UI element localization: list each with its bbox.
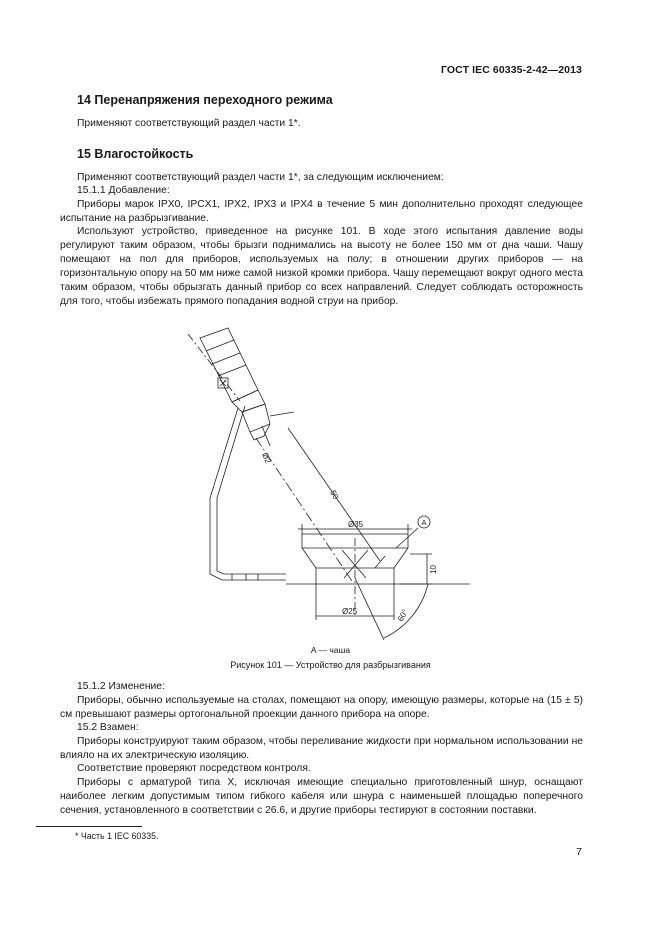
section-14-title: 14 Перенапряжения переходного режима bbox=[77, 93, 333, 107]
angle-60 bbox=[355, 578, 428, 640]
subsection-15-1-2-label: 15.1.2 Изменение: bbox=[77, 681, 165, 692]
paragraph-compliance: Соответствие проверяют посредством контроля. bbox=[77, 763, 311, 774]
label-d35: Ø35 bbox=[348, 520, 364, 529]
label-d2: Ø2 bbox=[260, 451, 273, 465]
spray-bowl bbox=[302, 534, 408, 616]
label-d25: Ø25 bbox=[342, 607, 358, 616]
dimension-h10 bbox=[400, 554, 432, 584]
standard-header: ГОСТ IEC 60335-2-42—2013 bbox=[440, 64, 582, 76]
footnote-separator bbox=[36, 826, 142, 827]
label-50: 50 bbox=[328, 488, 341, 501]
section-15-intro: Применяют соответствующий раздел части 1*, за следующим исключением: bbox=[77, 172, 444, 183]
paragraph-type-x: Приборы с арматурой типа X, исключая имеющие специально приготовленный шнур, оснащают наиболее легким допустимым типом гибкого кабеля или шнура с наименьшей площадью поперечного сечения, установленного в соответствии с 26.6, и другие приборы тестируют в состоянии поставки. bbox=[60, 777, 583, 816]
paragraph-ipx: Приборы марок IPX0, IPCX1, IPX2, IPX3 и IPX4 в течение 5 мин дополнительно проходят следующее испытание на разбрызгивание. bbox=[60, 199, 583, 224]
spray-device-figure bbox=[170, 316, 470, 646]
figure-caption: Рисунок 101 — Устройство для разбрызгивания bbox=[230, 660, 431, 670]
section-15-title: 15 Влагостойкость bbox=[77, 147, 194, 161]
subsection-15-2-label: 15.2 Взамен: bbox=[77, 722, 139, 733]
paragraph-construction: Приборы конструируют таким образом, чтобы переливание жидкости при нормальном использовании не влияло на их электрическую изоляцию. bbox=[60, 736, 583, 761]
figure-legend: A — чаша bbox=[310, 645, 351, 655]
section-14-text: Применяют соответствующий раздел части 1*. bbox=[77, 118, 301, 129]
subsection-15-1-1-label: 15.1.1 Добавление: bbox=[77, 185, 170, 196]
footnote: * Часть 1 IEC 60335. bbox=[75, 831, 159, 841]
paragraph-table-devices: Приборы, обычно используемые на столах, помещают на опору, имеющую размеры, которые на (15 ± 5) см превышают размеры ортогональной проекции данного прибора на опоре. bbox=[60, 695, 583, 720]
page-number: 7 bbox=[576, 846, 582, 858]
label-mark-a: A bbox=[421, 518, 427, 527]
paragraph-test-device: Используют устройство, приведенное на рисунке 101. В ходе этого испытания давление воды регулируют таким образом, чтобы брызги поднимались на высоту не более 150 мм от дна чаши. Чашу помещают на пол для приборов, используемых на полу; в отношении других приборов — на горизонтальную опору на 50 мм ниже самой низкой кромки прибора. Чашу перемещают вокруг одного места таким образом, чтобы обрызгать данный прибор со всех направлений. Следует соблюдать осторожность для того, чтобы избежать прямого попадания водной струи на прибор. bbox=[60, 226, 583, 307]
label-angle: 60° bbox=[395, 608, 410, 623]
nozzle-body bbox=[188, 328, 265, 412]
label-h10: 10 bbox=[429, 565, 438, 574]
